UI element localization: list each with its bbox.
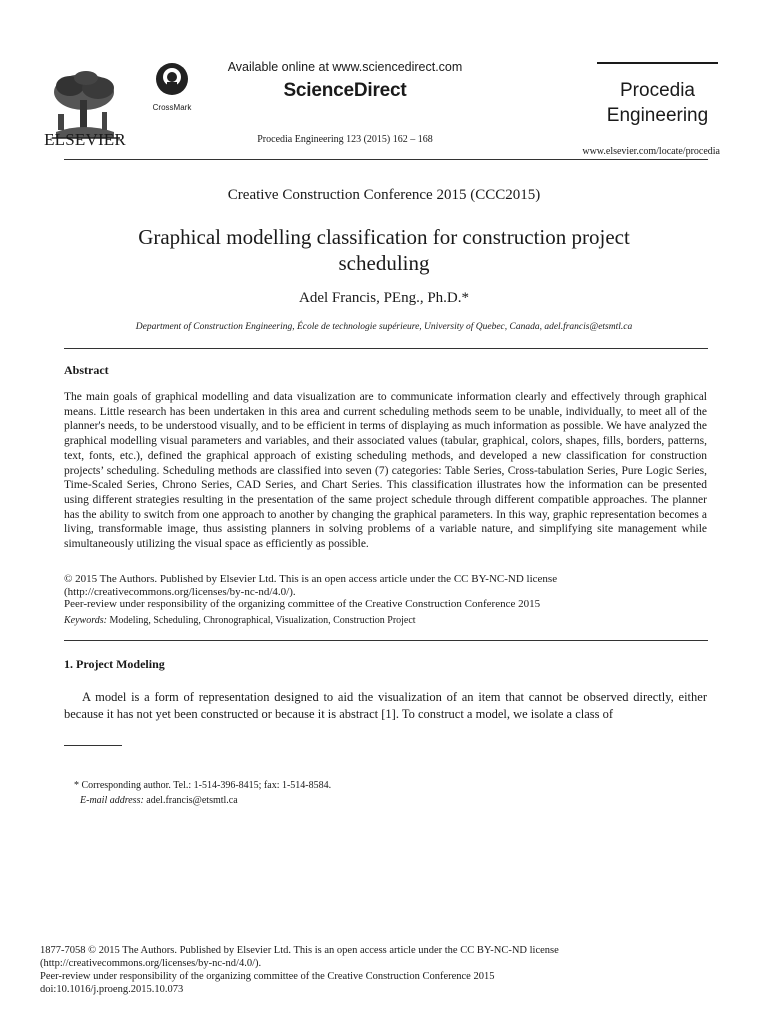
- email-address[interactable]: adel.francis@etsmtl.ca: [143, 795, 238, 806]
- abstract-text: The main goals of graphical modelling and data visualization are to communicate information clearly and effectively through graphical means. Little research has been undertaken in this area and current scheduling methods seem to be unable, individually, to meet all of the planner's needs, to be understood visually, and to be efficient in terms of displaying as much information as possible. We have analyzed the graphical modelling visual parameters and variables, and their associated values (tabular, graphical, colors, shapes, fills, borders, patterns, text, fonts, etc.), defined the graphical approach of existing scheduling methods, and developed a new classification for construction projects’ scheduling. Scheduling methods are classified into seven (7) categories: Table Series, Cross-tabulation Series, Pure Logic Series, Time-Scaled Series, Chrono Series, CAD Series, and Chart Series. This classification illustrates how the information can be presented using different strategies resulting in the presentation of the same project schedule through different compatible approaches. The planner has the ability to switch from one approach to another by changing the graphical parameters. In this way, graphic representation becomes a living, transformable image, thus assisting planners in solving problems of a variable nature, and simplifying site management while simultaneously utilizing the visual space as efficiently as possible.: [64, 391, 707, 551]
- journal-title: Procedia Engineering: [606, 80, 709, 126]
- page-footer: [40, 944, 710, 996]
- footnote-divider: [64, 745, 122, 746]
- journal-citation: Procedia Engineering 123 (2015) 162 – 168: [257, 134, 433, 145]
- sciencedirect-wordmark: ScienceDirect: [283, 80, 407, 101]
- author-affiliation: Department of Construction Engineering, École de technologie supérieure, University of Quebec, Canada, adel.francis@etsmtl.ca: [135, 322, 633, 332]
- crossmark-icon: [155, 62, 189, 96]
- keywords-list: Modeling, Scheduling, Chronographical, Visualization, Construction Project: [106, 615, 416, 626]
- crossmark-badge[interactable]: [148, 62, 196, 112]
- journal-title-box: [597, 62, 718, 134]
- footer-license-link[interactable]: (http://creativecommons.org/licenses/by-nc-nd/4.0/).: [40, 958, 262, 969]
- crossmark-label: CrossMark: [152, 103, 192, 112]
- abstract-bottom-divider: [64, 640, 708, 641]
- publisher-wordmark: ELSEVIER: [44, 130, 126, 149]
- keywords-label: Keywords:: [64, 615, 107, 626]
- email-footnote: [80, 795, 238, 806]
- copyright-notice: [64, 573, 707, 599]
- section-heading: 1. Project Modeling: [64, 657, 165, 671]
- article-title: Graphical modelling classification for construction project scheduling: [138, 225, 630, 275]
- conference-name: Creative Construction Conference 2015 (CCC2015): [227, 187, 541, 203]
- section-body-text: A model is a form of representation designed to aid the visualization of an item that cannot be observed directly, either because it has not yet been constructed or because it is abstract [1]. To construct a model, we isolate a class of: [64, 690, 707, 721]
- footer-issn-copyright: 1877-7058 © 2015 The Authors. Published by Elsevier Ltd. This is an open access article under the CC BY-NC-ND license: [40, 945, 559, 956]
- abstract-top-divider: [64, 348, 708, 349]
- available-online-text: Available online at www.sciencedirect.com: [227, 60, 463, 74]
- license-link[interactable]: (http://creativecommons.org/licenses/by-nc-nd/4.0/).: [64, 586, 296, 598]
- journal-url[interactable]: www.elsevier.com/locate/procedia: [582, 146, 720, 157]
- keywords-line: [64, 615, 707, 626]
- abstract-heading: Abstract: [64, 363, 109, 377]
- corresponding-author-footnote: * Corresponding author. Tel.: 1-514-396-8415; fax: 1-514-8584.: [74, 780, 332, 791]
- author-name: Adel Francis, PEng., Ph.D.*: [299, 290, 469, 306]
- copyright-line: © 2015 The Authors. Published by Elsevier Ltd. This is an open access article under the CC BY-NC-ND license: [64, 573, 558, 585]
- email-label: E-mail address:: [80, 795, 144, 806]
- peer-review-notice: Peer-review under responsibility of the organizing committee of the Creative Construction Conference 2015: [64, 598, 541, 610]
- header-divider: [64, 159, 708, 160]
- footer-doi[interactable]: doi:10.1016/j.proeng.2015.10.073: [40, 984, 184, 995]
- footer-peer-review: Peer-review under responsibility of the organizing committee of the Creative Construction Conference 2015: [40, 971, 495, 982]
